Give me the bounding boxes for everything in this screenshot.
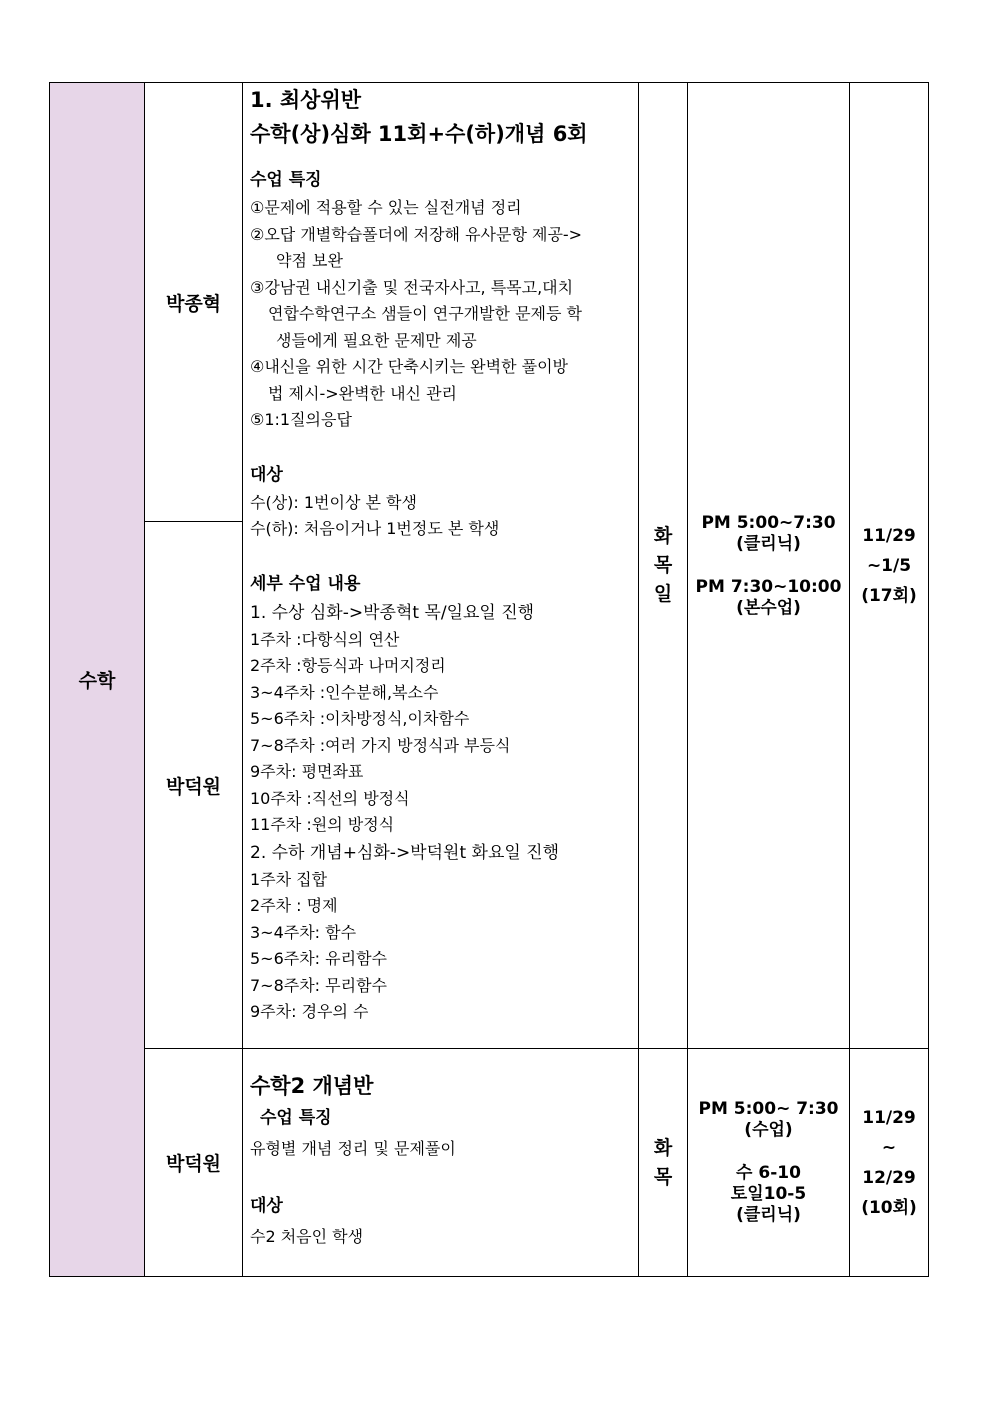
course2-time-class-note: (수업) [744,1120,793,1140]
course1-part1-week: 9주차: 평면좌표 [250,762,364,781]
course1-part2-week: 9주차: 경우의 수 [250,1002,369,1021]
course1-part2-week: 3~4주차: 함수 [250,922,357,942]
course1-feature: ③강남권 내신기출 및 전국자사고, 특목고,대치 [250,277,574,297]
course2-title: 수학2 개념반 [250,1074,374,1098]
course1-feature: ⑤1:1질의응답 [250,410,352,429]
course1-part1-week: 1주차 :다항식의 연산 [250,629,400,649]
course1-feature: 약점 보완 [276,251,343,270]
course1-part2-week: 5~6주차: 유리함수 [250,949,387,968]
course1-title-line2: 수학(상)심화 11회+수(하)개념 6회 [250,122,588,146]
course1-feature: ①문제에 적용할 수 있는 실전개념 정리 [250,198,522,217]
course2-feature: 유형별 개념 정리 및 문제풀이 [250,1139,456,1158]
course2-period-cell [850,1049,929,1277]
course1-period-start: 11/29 [862,525,916,546]
course1-part2-week: 1주차 집합 [250,869,328,889]
course1-title-line1: 1. 최상위반 [250,88,362,112]
course2-days-cell [639,1049,688,1277]
day-tuesday: 화 [653,525,673,547]
schedule-table [49,82,929,1277]
course1-content-cell [243,83,639,1049]
course1-part2-title: 2. 수하 개념+심화->박덕원t 화요일 진행 [250,842,560,863]
course2-period-end: 12/29 [862,1167,916,1188]
course1-target: 수(하): 처음이거나 1번정도 본 학생 [250,519,500,538]
course1-features-heading: 수업 특징 [250,170,322,190]
course1-feature: 연합수학연구소 샘들이 연구개발한 문제등 학 [268,304,583,323]
teacher-cell-park-deokwon-2: 박덕원 [145,1049,243,1277]
course2-target-heading: 대상 [250,1196,283,1216]
course1-details-heading: 세부 수업 내용 [250,573,361,594]
teacher-cell-park-deokwon: 박덕원 [145,522,243,1049]
course2-time-clinic-weekday: 수 6-10 [736,1163,801,1183]
course1-part1-title: 1. 수상 심화->박종혁t 목/일요일 진행 [250,602,535,623]
course1-part1-week: 10주차 :직선의 방정식 [250,788,410,808]
day-thursday: 목 [653,1165,673,1188]
day-sunday: 일 [653,583,673,605]
subject-cell: 수학 [50,83,145,1277]
day-tuesday: 화 [653,1136,673,1159]
course1-period-end: ~1/5 [866,555,912,576]
course1-part2-week: 2주차 : 명제 [250,896,338,915]
course1-time-main-note: (본수업) [736,597,801,618]
course1-period-cell [850,83,929,1049]
course1-part2-week: 7~8주차: 무리함수 [250,975,387,995]
course2-session-count: (10회) [861,1197,917,1218]
course1-session-count: (17회) [861,585,917,606]
course1-feature: ②오답 개별학습폴더에 저장해 유사문항 제공-> [250,224,583,244]
course2-time-cell [688,1049,850,1277]
course1-time-cell [688,83,850,1049]
course1-part1-week: 7~8주차 :여러 가지 방정식과 부등식 [250,735,511,755]
course1-target-heading: 대상 [250,464,283,485]
course2-period-start: 11/29 [862,1107,916,1128]
course1-time-clinic-note: (클리닉) [736,533,801,554]
course1-part1-week: 2주차 :항등식과 나머지정리 [250,656,446,675]
course1-feature: 법 제시->완벽한 내신 관리 [268,383,457,403]
course1-target: 수(상): 1번이상 본 학생 [250,492,417,512]
course1-part1-week: 11주차 :원의 방정식 [250,815,395,834]
course2-time-clinic-weekend: 토일10-5 [730,1184,807,1204]
course2-content-cell [243,1049,639,1277]
course2-time-class: PM 5:00~ 7:30 [698,1099,839,1119]
course2-period-sep: ~ [881,1137,897,1158]
course1-days-cell [639,83,688,1049]
course1-feature: 생들에게 필요한 문제만 제공 [276,330,477,350]
course1-part1-week: 5~6주차 :이차방정식,이차함수 [250,709,470,728]
course2-target: 수2 처음인 학생 [250,1227,364,1246]
course2-features-heading: 수업 특징 [260,1108,332,1128]
course1-time-clinic: PM 5:00~7:30 [701,512,836,533]
day-thursday: 목 [653,554,673,576]
course1-feature: ④내신을 위한 시간 단축시키는 완벽한 풀이방 [250,357,568,376]
teacher-cell-park-jonghyuk: 박종혁 [145,83,243,522]
course1-time-main: PM 7:30~10:00 [695,576,842,597]
course1-part1-week: 3~4주차 :인수분해,복소수 [250,682,439,702]
course2-time-clinic-note: (클리닉) [736,1205,801,1225]
